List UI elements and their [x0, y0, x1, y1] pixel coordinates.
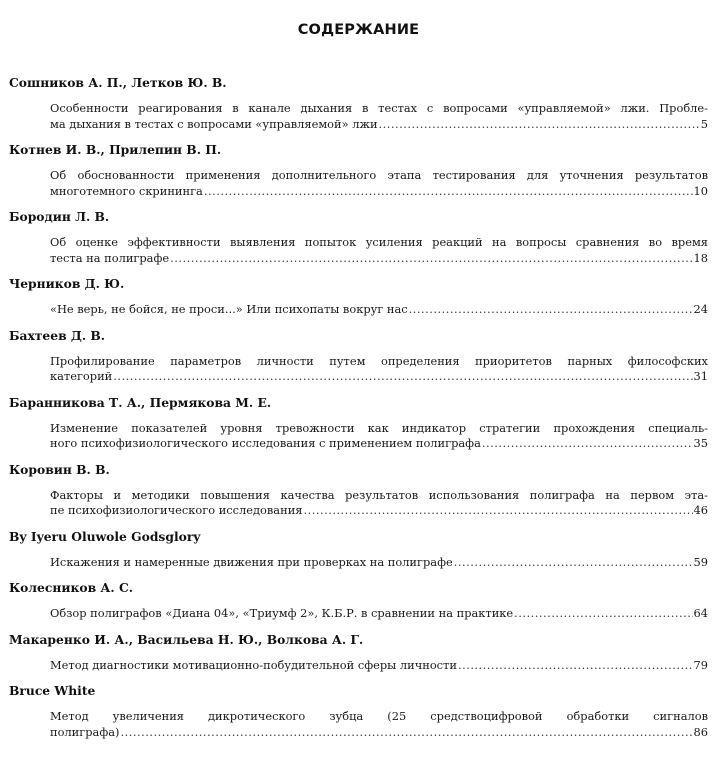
toc-list: [0, 75, 717, 750]
toc-entry: [0, 142, 717, 199]
page-number: 79: [693, 657, 708, 672]
toc-entry: [0, 276, 717, 318]
article-title-text: ного психофизиологического исследования с применением полиграфа: [50, 436, 481, 450]
toc-entry-article[interactable]: [50, 709, 708, 740]
dot-leader: [514, 606, 692, 622]
toc-entry-author: By Iyeru Oluwole Godsglory: [9, 528, 201, 544]
toc-entry-article[interactable]: [50, 658, 708, 674]
article-title-line: [50, 709, 708, 725]
dot-leader: [379, 117, 700, 133]
page-number: 64: [693, 606, 708, 620]
toc-entry: [0, 683, 717, 740]
page-number: 46: [693, 503, 708, 517]
article-title-line: [50, 251, 708, 267]
dot-leader: [113, 369, 692, 385]
toc-entry-author: Bruce White: [9, 683, 96, 698]
toc-entry-author: Сошников А. П., Летков Ю. В.: [9, 75, 227, 90]
article-title-text: полиграфа): [50, 724, 120, 739]
article-title-line: [50, 117, 708, 133]
page-number: 86: [693, 724, 708, 739]
article-title-line: [50, 354, 708, 370]
dot-leader: [170, 251, 692, 267]
article-title-line: [50, 555, 708, 571]
toc-entry-author: Баранникова Т. А., Пермякова М. Е.: [9, 394, 272, 410]
toc-entry: [0, 209, 717, 266]
article-title-line: [50, 369, 708, 385]
toc-entry: [0, 395, 717, 452]
toc-entry: [0, 632, 717, 674]
toc-entry: [0, 328, 717, 385]
article-title-text: Особенности реагирования в канале дыхания в тестах с вопросами «управляемой» лжи. Пробле-: [50, 101, 708, 115]
dot-leader: [458, 658, 693, 674]
page-number: 18: [693, 250, 708, 265]
toc-entry-article[interactable]: [50, 488, 708, 519]
article-title-line: [50, 168, 708, 184]
toc-entry-article[interactable]: [50, 606, 708, 622]
toc-entry-author: Колесников А. С.: [9, 580, 134, 595]
page-title: СОДЕРЖАНИЕ: [297, 22, 420, 38]
article-title-line: [50, 658, 708, 674]
page-number: 59: [693, 554, 708, 569]
dot-leader: [120, 725, 692, 741]
toc-entry-author: Макаренко И. А., Васильева Н. Ю., Волкова А. Г.: [9, 631, 364, 647]
toc-entry-author: Черников Д. Ю.: [9, 276, 125, 291]
page-number: 5: [700, 116, 708, 131]
article-title-line: [50, 503, 708, 519]
article-title-line: [50, 436, 708, 452]
toc-entry: [0, 529, 717, 571]
toc-entry-article[interactable]: [50, 354, 708, 385]
page-number: 31: [693, 369, 708, 383]
article-title-text: Обзор полиграфов «Диана 04», «Триумф 2», К.Б.Р. в сравнении на практике: [50, 606, 514, 620]
article-title-line: [50, 421, 708, 437]
toc-entry-author: Коровин В. В.: [9, 461, 110, 477]
article-title-text: ма дыхания в тестах с вопросами «управляемой» лжи: [50, 116, 378, 131]
toc-entry-article[interactable]: [50, 168, 708, 199]
article-title-line: [50, 184, 708, 200]
dot-leader: [482, 436, 693, 452]
article-title-line: [50, 606, 708, 622]
page-number: 10: [693, 183, 708, 198]
article-title-text: теста на полиграфе: [50, 250, 170, 265]
article-title-text: Искажения и намеренные движения при проверках на полиграфе: [50, 554, 453, 569]
article-title-text: Изменение показателей уровня тревожности как индикатор стратегии прохождения специаль-: [50, 420, 708, 435]
article-title-text: пе психофизиологического исследования: [50, 503, 303, 517]
article-title-line: [50, 302, 708, 318]
toc-entry-author: Котнев И. В., Прилепин В. П.: [9, 142, 222, 157]
toc-entry-author: Бородин Л. В.: [9, 209, 110, 224]
toc-entry-article[interactable]: [50, 235, 708, 266]
article-title-text: Профилирование параметров личности путем определения приоритетов парных философских: [50, 353, 708, 368]
dot-leader: [303, 503, 692, 519]
dot-leader: [409, 302, 693, 318]
dot-leader: [204, 184, 693, 200]
article-title-line: [50, 488, 708, 504]
toc-entry-article[interactable]: [50, 555, 708, 571]
toc-entry-article[interactable]: [50, 302, 708, 318]
article-title-text: Об оценке эффективности выявления попыток усиления реакций на вопросы сравнения во время: [50, 235, 708, 249]
article-title-text: категорий: [50, 369, 113, 383]
article-title-line: [50, 101, 708, 117]
toc-entry-article[interactable]: [50, 101, 708, 132]
article-title-text: Об обоснованности применения дополнительного этапа тестирования для уточнения результатов: [50, 168, 708, 182]
page-number: 35: [693, 436, 708, 450]
toc-entry-author: Бахтеев Д. В.: [9, 327, 106, 343]
toc-entry: [0, 75, 717, 132]
dot-leader: [454, 555, 693, 571]
article-title-line: [50, 235, 708, 251]
article-title-text: Метод диагностики мотивационно-побудительной сферы личности: [50, 657, 457, 672]
article-title-text: Факторы и методики повышения качества результатов использования полиграфа на первом эта-: [50, 487, 708, 502]
article-title-line: [50, 725, 708, 741]
toc-entry: [0, 580, 717, 622]
toc-entry: [0, 462, 717, 519]
article-title-text: многотемного скрининга: [50, 183, 203, 198]
toc-entry-article[interactable]: [50, 421, 708, 452]
page-number: 24: [693, 302, 708, 316]
article-title-text: Метод увеличения дикротического зубца (25 средствоцифровой обработки сигналов: [50, 709, 708, 723]
article-title-text: «Не верь, не бойся, не проси...» Или психопаты вокруг нас: [50, 302, 408, 316]
